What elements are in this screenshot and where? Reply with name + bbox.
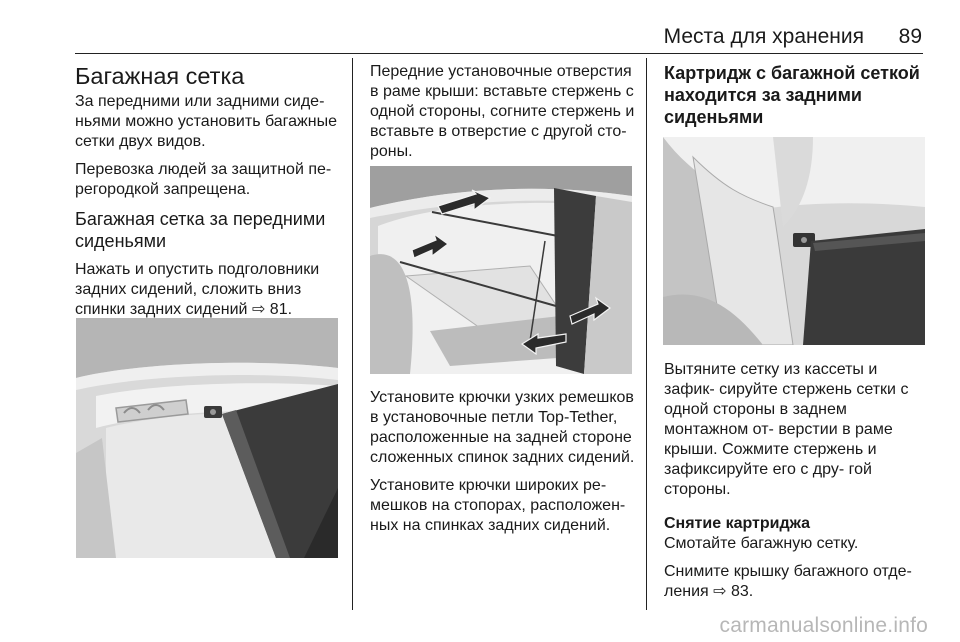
- column-divider-2: [646, 58, 647, 610]
- section-heading: Картридж с багажной сеткой находится за задними сиденьями: [664, 63, 920, 127]
- header-divider: [75, 53, 923, 54]
- subsection-heading: Снятие картриджа: [664, 515, 811, 532]
- paragraph: Перевозка людей за защитной пе- регородкой запрещена.: [75, 161, 332, 198]
- page-reference-arrow-icon: ⇨: [251, 301, 266, 318]
- paragraph: [664, 562, 928, 602]
- paragraph: Смотайте багажную сетку.: [664, 535, 859, 552]
- paragraph: Передние установочные отверстия в раме крыши: вставьте стержень с одной стороны, согните стержень и вставьте в отверстие с другой сто- роны.: [370, 63, 635, 160]
- paragraph-text: Нажать и опустить подголовники задних сидений, сложить вниз спинки задних сидений: [75, 261, 320, 318]
- paragraph-text: Снимите крышку багажного отде- ления: [664, 563, 912, 600]
- watermark: carmanualsonline.info: [719, 614, 928, 637]
- column-2: [370, 62, 636, 170]
- paragraph: [75, 260, 345, 320]
- column-3: [664, 62, 926, 136]
- paragraph: Установите крючки узких ремешков в установочные петли Top-Tether, расположенные на задней стороне сложенных спинок задних сидений.: [370, 389, 635, 466]
- section-heading: Багажная сетка: [75, 63, 245, 89]
- page-number: 89: [898, 25, 922, 48]
- page-header-title: Места для хранения: [663, 25, 864, 48]
- figure-net-installation-arrows: [370, 166, 632, 374]
- paragraph: Установите крючки широких ре- мешков на стопорах, расположен- ных на спинках задних сидений.: [370, 477, 626, 534]
- page-reference-link[interactable]: 83.: [730, 583, 754, 600]
- page-reference-link[interactable]: 81.: [269, 301, 293, 318]
- column-1: [75, 62, 345, 328]
- page-reference-arrow-icon: ⇨: [713, 583, 727, 600]
- figure-net-cartridge: [663, 137, 925, 345]
- subsection-heading: Багажная сетка за передними сиденьями: [75, 209, 326, 251]
- column-2-lower: [370, 388, 636, 544]
- paragraph: Вытяните сетку из кассеты и зафик- сируйте стержень сетки с одной стороны в заднем монтажном от- верстии в раме крыши. Сожмите стержень и зафиксируйте его с дру- гой стороны.: [664, 361, 909, 498]
- column-3-lower: [664, 360, 928, 610]
- paragraph: За передними или задними сиде- ньями можно установить багажные сетки двух видов.: [75, 93, 337, 150]
- figure-cargo-net-front-seats: [76, 318, 338, 558]
- column-divider-1: [352, 58, 353, 610]
